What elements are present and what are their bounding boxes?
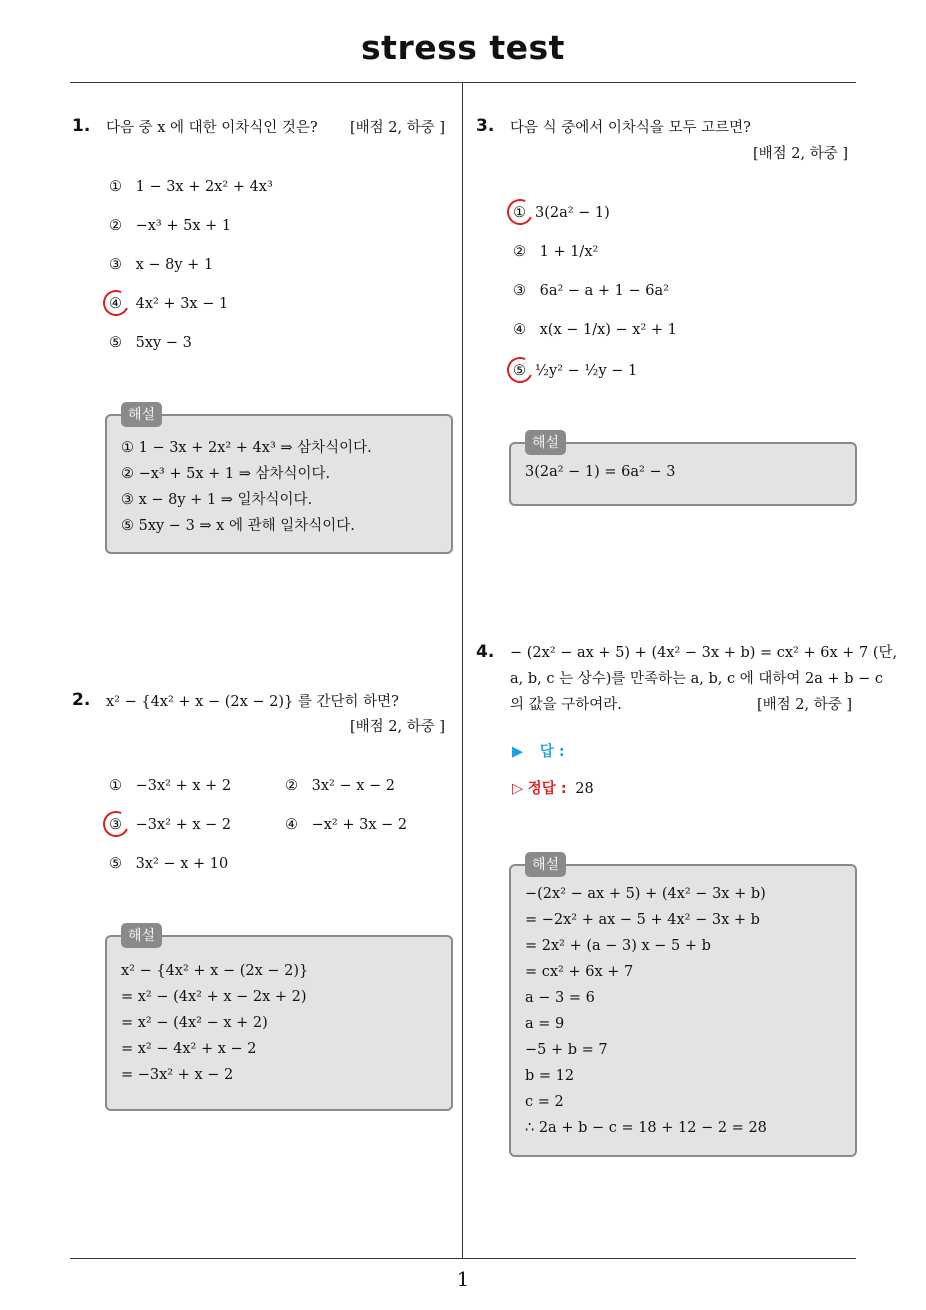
option-5[interactable]: ⑤ 5xy − 3 (109, 335, 192, 351)
question-text-line: 의 값을 구하여라. (510, 697, 622, 713)
solution-line: = −2x² + ax − 5 + 4x² − 3x + b (525, 912, 760, 928)
outline-arrow-icon: ▷ (512, 781, 524, 797)
solution-tab: 해설 (121, 402, 162, 427)
solution-line: = cx² + 6x + 7 (525, 964, 634, 980)
question-number: 1. (72, 116, 91, 136)
solution-line: ② −x³ + 5x + 1 ⇒ 삼차식이다. (121, 466, 331, 482)
option-3[interactable]: ③ 6a² − a + 1 − 6a² (513, 283, 669, 299)
answer-label: 답 : (539, 744, 565, 760)
option-5[interactable]: ⑤ 3x² − x + 10 (109, 856, 229, 872)
solution-line: = 2x² + (a − 3) x − 5 + b (525, 938, 711, 954)
question-meta: [배점 2, 하중 ] (350, 120, 446, 136)
solution-line: −5 + b = 7 (525, 1042, 608, 1058)
option-4[interactable]: ④ x(x − 1/x) − x² + 1 (513, 322, 677, 338)
solution-box (509, 435, 857, 506)
question-meta: [배점 2, 하중 ] (350, 719, 446, 735)
question-meta: [배점 2, 하중 ] (757, 697, 853, 713)
option-2[interactable]: ② 1 + 1/x² (513, 244, 599, 260)
question-number: 4. (476, 642, 495, 662)
solution-line: ⑤ 5xy − 3 ⇒ x 에 관해 일차식이다. (121, 518, 355, 534)
solution-line: a = 9 (525, 1016, 565, 1032)
question-number: 2. (72, 690, 91, 710)
solution-line: ③ x − 8y + 1 ⇒ 일차식이다. (121, 492, 313, 508)
option-1[interactable]: ① −3x² + x + 2 (109, 778, 232, 794)
column-divider (462, 82, 463, 1258)
page-number: 1 (456, 1267, 470, 1291)
question-number: 3. (476, 116, 495, 136)
question-text: 다음 식 중에서 이차식을 모두 고르면? (510, 120, 751, 136)
play-arrow-icon: ▶ (512, 744, 524, 760)
solution-line: = x² − (4x² + x − 2x + 2) (121, 989, 307, 1005)
option-3[interactable]: ③ x − 8y + 1 (109, 257, 214, 273)
option-1[interactable]: ① 1 − 3x + 2x² + 4x³ (109, 179, 273, 195)
answer-field[interactable] (512, 740, 565, 761)
solution-box (105, 407, 453, 554)
question-text: 다음 중 x 에 대한 이차식인 것은? (106, 120, 318, 136)
answer-mark-icon (503, 353, 536, 386)
solution-box (509, 857, 857, 1157)
solution-tab: 해설 (525, 852, 566, 877)
solution-line: a − 3 = 6 (525, 990, 595, 1006)
solution-line: 3(2a² − 1) = 6a² − 3 (525, 464, 676, 480)
solution-line: −(2x² − ax + 5) + (4x² − 3x + b) (525, 886, 766, 902)
solution-line: = x² − (4x² − x + 2) (121, 1015, 268, 1031)
solution-line: = x² − 4x² + x − 2 (121, 1041, 257, 1057)
solution-tab: 해설 (525, 430, 566, 455)
solution-line: b = 12 (525, 1068, 575, 1084)
option-2[interactable]: ② 3x² − x − 2 (285, 778, 395, 794)
correct-answer (512, 777, 594, 798)
option-5[interactable]: ⑤ ½y² − ½y − 1 (513, 363, 638, 379)
option-4[interactable]: ④ 4x² + 3x − 1 (109, 296, 229, 312)
question-meta: [배점 2, 하중 ] (753, 146, 849, 162)
correct-value: 28 (575, 781, 594, 797)
question-text: x² − {4x² + x − (2x − 2)} 를 간단히 하면? (106, 694, 399, 710)
solution-line: x² − {4x² + x − (2x − 2)} (121, 963, 309, 979)
question-text-line: a, b, c 는 상수)를 만족하는 a, b, c 에 대하여 2a + b − c (510, 671, 883, 687)
page-title: stress test (361, 28, 565, 67)
solution-tab: 해설 (121, 923, 162, 948)
option-4[interactable]: ④ −x² + 3x − 2 (285, 817, 408, 833)
solution-line: = −3x² + x − 2 (121, 1067, 234, 1083)
answer-mark-icon (99, 286, 132, 319)
footer-rule (70, 1258, 856, 1259)
correct-label: 정답 : (527, 781, 567, 797)
header-rule (70, 82, 856, 83)
solution-box (105, 928, 453, 1111)
option-1[interactable]: ① 3(2a² − 1) (513, 205, 610, 221)
answer-mark-icon (503, 195, 536, 228)
question-text-line: − (2x² − ax + 5) + (4x² − 3x + b) = cx² + 6x + 7 (단, (510, 645, 898, 661)
option-3[interactable]: ③ −3x² + x − 2 (109, 817, 232, 833)
solution-line: ∴ 2a + b − c = 18 + 12 − 2 = 28 (525, 1120, 767, 1136)
answer-mark-icon (99, 807, 132, 840)
option-2[interactable]: ② −x³ + 5x + 1 (109, 218, 232, 234)
solution-line: c = 2 (525, 1094, 564, 1110)
solution-line: ① 1 − 3x + 2x² + 4x³ ⇒ 삼차식이다. (121, 440, 372, 456)
